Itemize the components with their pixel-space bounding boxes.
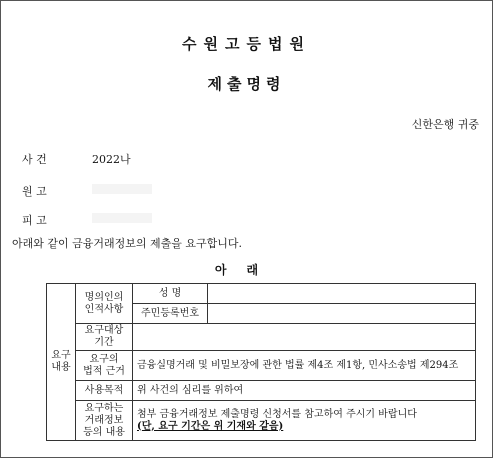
case-value: 2022나 (92, 153, 131, 166)
defendant-label: 피 고 (22, 214, 47, 227)
court-name: 수원고등법원 (182, 35, 311, 53)
request-table (46, 283, 476, 441)
requested-info-note: (단, 요구 기간은 위 기재와 같음) (137, 420, 284, 432)
id-number-value (208, 304, 476, 324)
requested-info-value: 첨부 금융거래정보 제출명령 신청서를 참고하여 주시기 바랍니다 (137, 408, 417, 420)
holder-info-label: 명의인의 인적사항 (76, 284, 133, 324)
purpose-label: 사용목적 (76, 381, 133, 401)
case-label: 사 건 (22, 153, 47, 166)
name-value (208, 284, 476, 304)
document-title: 제출명령 (207, 75, 286, 93)
legal-basis-label: 요구의 법적 근거 (76, 351, 133, 381)
id-number-label: 주민등록번호 (133, 304, 208, 324)
plaintiff-label: 원 고 (22, 185, 47, 198)
defendant-value (92, 213, 152, 223)
name-label: 성 명 (133, 284, 208, 304)
purpose-value: 위 사건의 심리를 위하여 (133, 381, 476, 401)
requested-info-label: 요구하는 거래정보 등의 내용 (76, 401, 133, 441)
target-period-label: 요구대상 기간 (76, 324, 133, 351)
request-contents-label: 요구 내용 (47, 284, 76, 441)
recipient: 신한은행 귀중 (411, 118, 479, 131)
requested-info-cell (133, 401, 476, 441)
target-period-value (133, 324, 476, 351)
plaintiff-value (92, 184, 152, 194)
legal-basis-value: 금융실명거래 및 비밀보장에 관한 법률 제4조 제1항, 민사소송법 제294조 (133, 351, 476, 381)
intro-text: 아래와 같이 금융거래정보의 제출을 요구합니다. (12, 237, 243, 250)
below-heading: 아래 (214, 263, 279, 277)
